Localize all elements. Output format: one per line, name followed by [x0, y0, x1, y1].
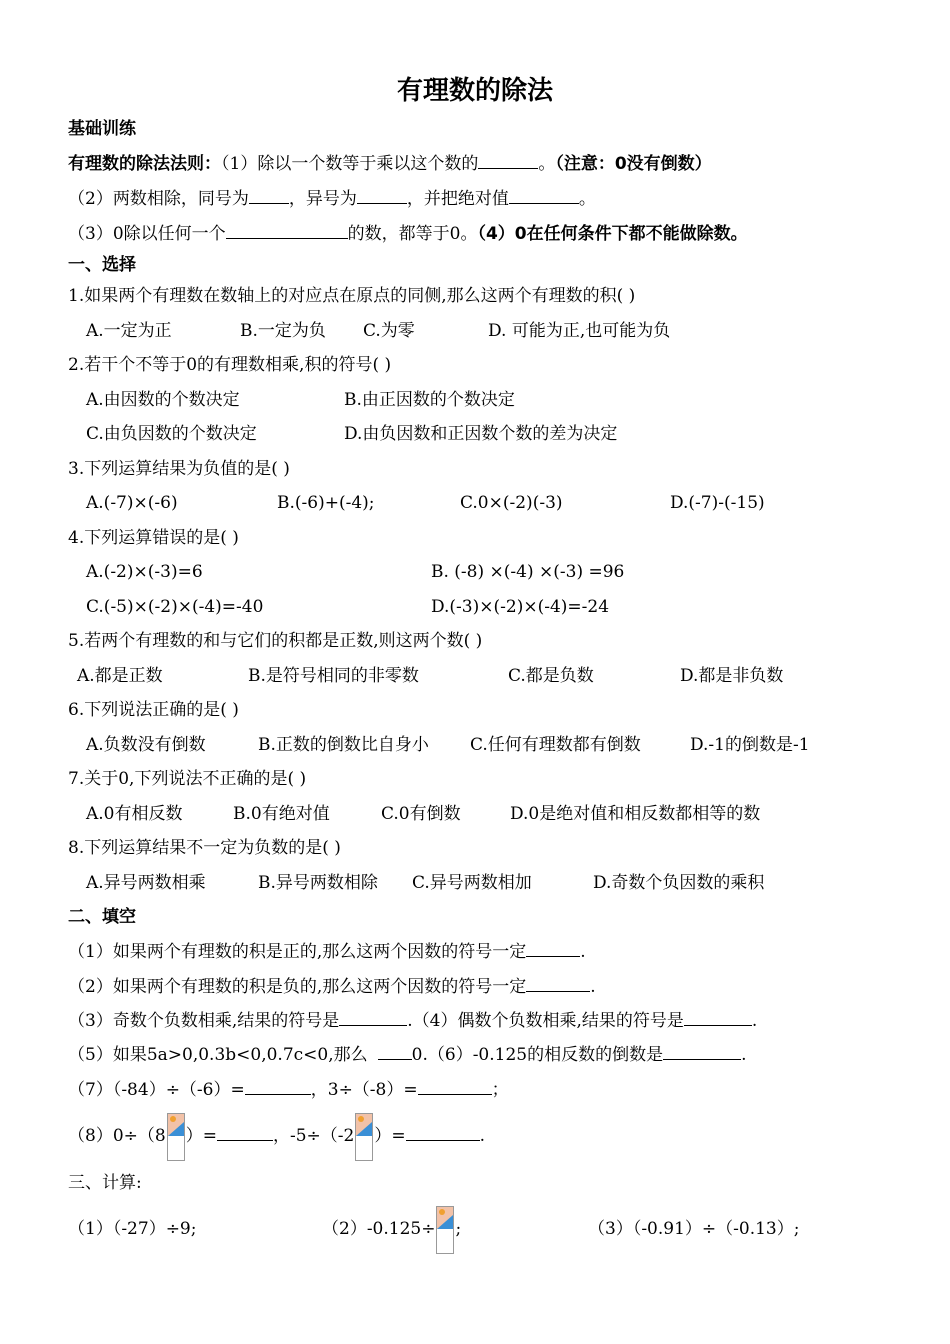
- calc-1: （1）（-27）÷9;: [68, 1219, 197, 1239]
- fill-4-period: .: [751, 1011, 758, 1031]
- q6-option-c: C.任何有理数都有倒数: [470, 735, 641, 755]
- fill-3-period: .: [407, 1011, 413, 1031]
- q7-option-a: A.0有相反数: [86, 804, 183, 824]
- fill-5-6: [68, 1043, 747, 1066]
- blank: [418, 1078, 492, 1095]
- rule3-a: （3）0除以任何一个: [68, 224, 226, 244]
- blank: [406, 1124, 480, 1141]
- q3-option-d: D.(-7)-(-15): [670, 493, 765, 513]
- fill-6-period: .: [741, 1045, 747, 1065]
- question-1-stem: 1.如果两个有理数在数轴上的对应点在原点的同侧,那么这两个有理数的积( ): [68, 286, 636, 306]
- blank: [684, 1009, 752, 1026]
- q1-option-a: A.一定为正: [86, 321, 172, 341]
- fill-8-text-c: ，-5÷（-2: [272, 1126, 355, 1146]
- fill-1-period: .: [580, 942, 586, 962]
- q8-option-c: C.异号两数相加: [412, 873, 532, 893]
- blank: [339, 1009, 407, 1026]
- fraction-image-icon: [436, 1206, 454, 1254]
- q2-option-c: C.由负因数的个数决定: [86, 424, 257, 444]
- blank: [509, 187, 579, 204]
- q8-option-b: B.异号两数相除: [258, 873, 378, 893]
- fill-8-text-b: ）=: [185, 1126, 217, 1146]
- q7-option-b: B.0有绝对值: [233, 804, 330, 824]
- fill-8: [68, 1109, 485, 1163]
- fill-5-end: 0.: [411, 1045, 428, 1065]
- fill-5-text: （5）如果5a>0,0.3b<0,0.7c<0,那么: [68, 1045, 368, 1065]
- rule2-end: 。: [578, 189, 596, 209]
- q3-option-c: C.0×(-2)(-3): [460, 493, 563, 513]
- q8-option-a: A.异号两数相乘: [86, 873, 206, 893]
- rule1-end: 。: [538, 154, 556, 174]
- q2-option-d: D.由负因数和正因数个数的差为决定: [344, 424, 618, 444]
- fill-2-period: .: [590, 977, 596, 997]
- q1-option-d: D. 可能为正,也可能为负: [488, 321, 671, 341]
- q2-option-a: A.由因数的个数决定: [86, 390, 240, 410]
- rule1-text: （1）除以一个数等于乘以这个数的: [221, 154, 479, 174]
- fill-2-text: （2）如果两个有理数的积是负的,那么这两个因数的符号一定: [68, 977, 527, 997]
- blank: [245, 1078, 311, 1095]
- basic-heading: 基础训练: [68, 119, 136, 139]
- fill-6-text: （6）-0.125的相反数的倒数是: [427, 1045, 664, 1065]
- q5-option-a: A.都是正数: [77, 666, 163, 686]
- q4-option-b: B. (-8) ×(-4) ×(-3) =96: [431, 562, 625, 582]
- q7-option-d: D.0是绝对值和相反数都相等的数: [510, 804, 761, 824]
- question-4-stem: 4.下列运算错误的是( ): [68, 528, 239, 548]
- q5-option-b: B.是符号相同的非零数: [248, 666, 419, 686]
- fill-2: [68, 975, 596, 998]
- fill-4-text: （4）偶数个负数相乘,结果的符号是: [412, 1011, 684, 1031]
- fill-7-text-b: ，3÷（-8）=: [310, 1080, 418, 1100]
- question-7-stem: 7.关于0,下列说法不正确的是( ): [68, 769, 307, 789]
- blank: [478, 152, 538, 169]
- rule1-note: （注意：0没有倒数）: [555, 154, 712, 174]
- blank: [226, 222, 348, 239]
- fill-8-period: .: [479, 1126, 485, 1146]
- blank: [526, 940, 580, 957]
- q5-option-c: C.都是负数: [508, 666, 594, 686]
- rule-label: 有理数的除法法则：: [68, 154, 221, 174]
- q4-option-c: C.(-5)×(-2)×(-4)=-40: [86, 597, 264, 617]
- rule3-b: 的数，都等于0。: [347, 224, 478, 244]
- question-2-stem: 2.若干个不等于0的有理数相乘,积的符号( ): [68, 355, 392, 375]
- fill-3-text: （3）奇数个负数相乘,结果的符号是: [68, 1011, 340, 1031]
- question-3-stem: 3.下列运算结果为负值的是( ): [68, 459, 290, 479]
- section2-heading: 二、填空: [68, 907, 136, 927]
- fill-1: [68, 940, 586, 963]
- page-title: 有理数的除法: [396, 76, 553, 106]
- fraction-image-icon: [355, 1113, 373, 1161]
- calc-3: （3）（-0.91）÷（-0.13）;: [588, 1219, 800, 1239]
- fill-7-end: ；: [491, 1080, 509, 1100]
- q5-option-d: D.都是非负数: [680, 666, 784, 686]
- fraction-image-icon: [167, 1113, 185, 1161]
- q3-option-b: B.(-6)+(-4);: [277, 493, 375, 513]
- q6-option-b: B.正数的倒数比自身小: [258, 735, 429, 755]
- blank: [357, 187, 407, 204]
- q2-option-b: B.由正因数的个数决定: [344, 390, 515, 410]
- blank: [378, 1043, 412, 1060]
- rule-line-2: [68, 187, 596, 210]
- question-6-stem: 6.下列说法正确的是( ): [68, 700, 239, 720]
- calc-2: [322, 1202, 461, 1256]
- rule2-c: ，并把绝对值: [406, 189, 509, 209]
- fill-8-text-a: （8）0÷（8: [68, 1126, 166, 1146]
- section3-heading: 三、计算:: [68, 1173, 142, 1193]
- rule2-a: （2）两数相除，同号为: [68, 189, 249, 209]
- fill-1-text: （1）如果两个有理数的积是正的,那么这两个因数的符号一定: [68, 942, 527, 962]
- fill-7-text-a: （7）（-84）÷（-6）=: [68, 1080, 245, 1100]
- calc-2-end: ;: [455, 1219, 462, 1239]
- section1-heading: 一、选择: [68, 255, 136, 275]
- blank: [526, 975, 590, 992]
- q8-option-d: D.奇数个负因数的乘积: [593, 873, 765, 893]
- q6-option-d: D.-1的倒数是-1: [690, 735, 810, 755]
- rule-line-1: [68, 152, 712, 175]
- rule2-b: ，异号为: [288, 189, 357, 209]
- q7-option-c: C.0有倒数: [381, 804, 461, 824]
- fill-7: [68, 1078, 509, 1101]
- q4-option-d: D.(-3)×(-2)×(-4)=-24: [431, 597, 610, 617]
- blank: [217, 1124, 273, 1141]
- q3-option-a: A.(-7)×(-6): [86, 493, 178, 513]
- q1-option-c: C.为零: [363, 321, 415, 341]
- question-5-stem: 5.若两个有理数的和与它们的积都是正数,则这两个数( ): [68, 631, 483, 651]
- calc-2-text: （2）-0.125÷: [322, 1219, 436, 1239]
- fill-3-4: [68, 1009, 757, 1032]
- question-8-stem: 8.下列运算结果不一定为负数的是( ): [68, 838, 341, 858]
- q6-option-a: A.负数没有倒数: [86, 735, 206, 755]
- rule4: （4）0在任何条件下都不能做除数。: [477, 224, 748, 244]
- fill-8-text-d: ）=: [374, 1126, 406, 1146]
- blank: [663, 1043, 741, 1060]
- q1-option-b: B.一定为负: [240, 321, 326, 341]
- q4-option-a: A.(-2)×(-3)=6: [86, 562, 203, 582]
- rule-line-3: [68, 222, 748, 245]
- blank: [249, 187, 289, 204]
